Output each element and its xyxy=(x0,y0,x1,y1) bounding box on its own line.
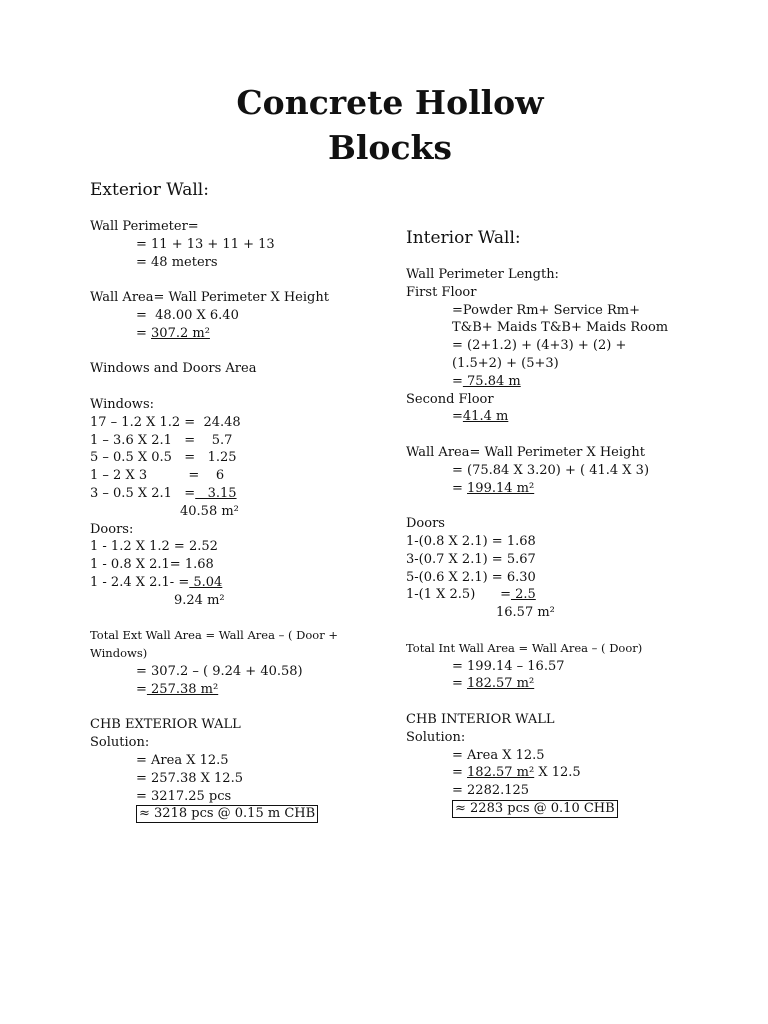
int-door-last-value: 2.5 xyxy=(510,587,536,603)
int-sol2-eq: = xyxy=(452,765,468,781)
exterior-heading: Exterior Wall: xyxy=(90,180,209,200)
ext-area-result-line xyxy=(90,325,390,343)
int-solution-label: Solution: xyxy=(406,729,466,745)
int-ff-line-3: = (2+1.2) + (4+3) + (2) + xyxy=(452,338,627,354)
int-door-last-prefix: 1-(1 X 2.5) = xyxy=(406,587,511,603)
ext-total-result-line xyxy=(90,681,390,699)
ext-door-row-last xyxy=(90,574,390,592)
int-ff-result: 75.84 m xyxy=(462,373,521,389)
ext-final-answer: ≈ 3218 pcs @ 0.15 m CHB xyxy=(136,805,318,823)
int-ff-result-line xyxy=(406,373,706,391)
int-door-row: 5-(0.6 X 2.1) = 6.30 xyxy=(406,569,536,585)
ext-perimeter-sum: = 11 + 13 + 11 + 13 xyxy=(136,236,275,252)
ext-wd-label: Windows and Doors Area xyxy=(90,361,257,377)
ext-perimeter-label: Wall Perimeter= xyxy=(90,219,199,234)
ext-doors-label: Doors: xyxy=(90,521,134,537)
int-final-answer: ≈ 2283 pcs @ 0.10 CHB xyxy=(452,800,618,818)
int-perimeter-label: Wall Perimeter Length: xyxy=(406,267,559,282)
ext-door-row: 1 - 0.8 X 2.1= 1.68 xyxy=(90,557,214,573)
int-area-label: Wall Area= Wall Perimeter X Height xyxy=(406,444,645,460)
int-area-result-line xyxy=(406,480,706,498)
int-sf-result-line xyxy=(406,408,706,426)
ext-total-calc: = 307.2 – ( 9.24 + 40.58) xyxy=(136,663,303,679)
ext-solution-3: = 3217.25 pcs xyxy=(136,788,232,804)
int-ff-line-1: =Powder Rm+ Service Rm+ xyxy=(452,302,640,318)
ext-window-row: 1 – 3.6 X 2.1 = 5.7 xyxy=(90,432,233,448)
int-total-result: 182.57 m² xyxy=(467,676,535,692)
int-solution-1: = Area X 12.5 xyxy=(452,747,545,763)
ext-door-last-value: 5.04 xyxy=(189,574,223,590)
int-solution-3: = 2282.125 xyxy=(452,783,530,799)
int-sol2-value: 182.57 m² xyxy=(467,765,535,781)
int-door-row: 3-(0.7 X 2.1) = 5.67 xyxy=(406,551,536,567)
ext-window-row-last xyxy=(90,485,390,503)
interior-heading: Interior Wall: xyxy=(406,228,521,248)
ext-door-last-prefix: 1 - 2.4 X 2.1- = xyxy=(90,574,190,590)
title-line-1: Concrete Hollow xyxy=(236,83,544,122)
int-ff-line-2: T&B+ Maids T&B+ Maids Room xyxy=(452,320,669,336)
ext-total-eq: = xyxy=(136,681,147,697)
ext-window-last-prefix: 3 – 0.5 X 2.1 = xyxy=(90,485,196,501)
int-solution-2 xyxy=(406,764,706,782)
int-sf-eq: = xyxy=(452,409,463,425)
ext-windows-label: Windows: xyxy=(90,396,154,412)
ext-total-result: 257.38 m² xyxy=(146,681,219,697)
int-chb-label: CHB INTERIOR WALL xyxy=(406,711,555,727)
int-sol2-rest: X 12.5 xyxy=(534,765,581,781)
int-final-line xyxy=(406,800,706,818)
exterior-wall-section xyxy=(90,178,390,823)
ext-doors-total: 9.24 m² xyxy=(174,592,225,608)
ext-total-label: Total Ext Wall Area = Wall Area – ( Door + Windows) xyxy=(90,628,338,661)
ext-perimeter-result: = 48 meters xyxy=(136,254,218,270)
int-total-label: Total Int Wall Area = Wall Area – ( Door) xyxy=(406,640,643,655)
page-title xyxy=(0,80,768,170)
int-sf-result: 41.4 m xyxy=(462,409,509,425)
interior-wall-section xyxy=(406,226,706,818)
ext-window-row: 1 – 2 X 3 = 6 xyxy=(90,468,225,484)
int-ff-eq: = xyxy=(452,373,463,389)
ext-area-label: Wall Area= Wall Perimeter X Height xyxy=(90,290,329,306)
int-total-result-line xyxy=(406,675,706,693)
ext-door-row: 1 - 1.2 X 1.2 = 2.52 xyxy=(90,539,218,555)
int-doors-label: Doors xyxy=(406,516,445,532)
int-first-floor: First Floor xyxy=(406,284,477,300)
int-door-row: 1-(0.8 X 2.1) = 1.68 xyxy=(406,533,536,549)
int-doors-total: 16.57 m² xyxy=(496,605,555,621)
ext-area-eq: = xyxy=(136,325,152,341)
ext-windows-total: 40.58 m² xyxy=(180,503,239,519)
int-area-result: 199.14 m² xyxy=(467,480,535,496)
int-total-calc: = 199.14 – 16.57 xyxy=(452,658,565,674)
ext-window-row: 17 – 1.2 X 1.2 = 24.48 xyxy=(90,414,241,430)
ext-solution-2: = 257.38 X 12.5 xyxy=(136,770,243,786)
int-ff-line-4: (1.5+2) + (5+3) xyxy=(452,355,559,371)
int-area-eq: = xyxy=(452,480,468,496)
int-door-row-last xyxy=(406,586,706,604)
ext-window-last-value: 3.15 xyxy=(195,485,237,501)
int-total-eq: = xyxy=(452,676,468,692)
int-second-floor: Second Floor xyxy=(406,391,494,407)
int-area-calc: = (75.84 X 3.20) + ( 41.4 X 3) xyxy=(452,462,650,478)
ext-solution-label: Solution: xyxy=(90,735,150,751)
ext-chb-label: CHB EXTERIOR WALL xyxy=(90,717,241,733)
ext-final-line xyxy=(90,805,390,823)
ext-window-row: 5 – 0.5 X 0.5 = 1.25 xyxy=(90,450,237,466)
title-line-2: Blocks xyxy=(328,128,452,167)
ext-solution-1: = Area X 12.5 xyxy=(136,752,229,768)
ext-area-result: 307.2 m² xyxy=(151,325,210,341)
ext-area-calc: = 48.00 X 6.40 xyxy=(136,307,239,323)
